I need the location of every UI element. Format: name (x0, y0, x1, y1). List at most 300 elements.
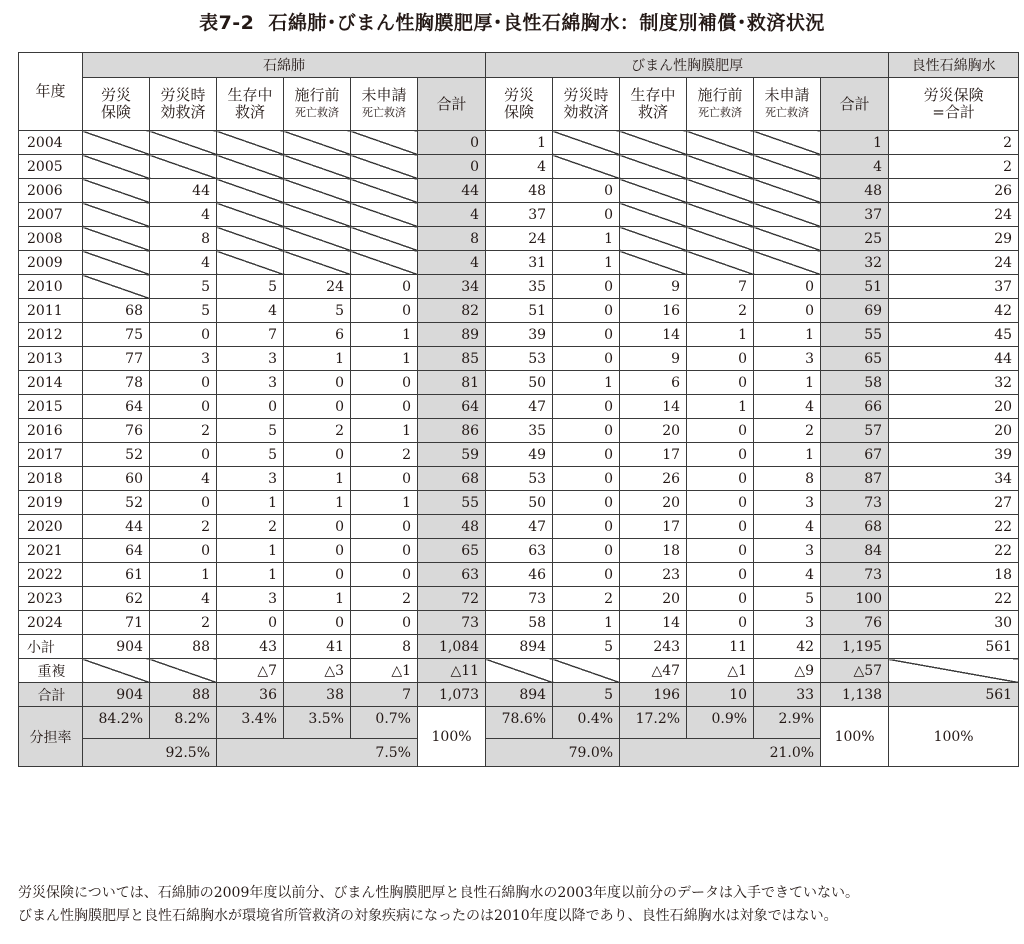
header-seizon (217, 78, 284, 131)
not-applicable-cell (217, 131, 284, 155)
table-cell: 0 (553, 275, 620, 299)
not-applicable-cell (486, 659, 553, 683)
header-rousai-2 (486, 78, 553, 131)
total-cell: 38 (284, 683, 351, 707)
table-cell: 84 (821, 539, 889, 563)
table-row (19, 515, 1019, 539)
table-cell: 5 (217, 419, 284, 443)
table-cell: 37 (821, 203, 889, 227)
not-applicable-cell (620, 155, 687, 179)
not-applicable-cell (620, 179, 687, 203)
table-cell: 1 (821, 131, 889, 155)
table-cell: 68 (83, 299, 150, 323)
subtotal-cell: 243 (620, 635, 687, 659)
table-cell: 1 (217, 491, 284, 515)
not-applicable-cell (150, 155, 217, 179)
row-label: 小計 (19, 635, 83, 659)
table-cell: 7 (687, 275, 754, 299)
table-cell: 3 (217, 371, 284, 395)
table-cell: 65 (418, 539, 486, 563)
total-cell: 10 (687, 683, 754, 707)
table-cell: 20 (889, 395, 1019, 419)
subtotal-cell: 904 (83, 635, 150, 659)
table-cell: 2 (889, 155, 1019, 179)
table-cell: 1 (687, 323, 754, 347)
table-row (19, 299, 1019, 323)
duplicate-cell: △7 (217, 659, 284, 683)
table-cell: 0 (150, 443, 217, 467)
share-group-asbestosis-relief: 7.5% (217, 739, 418, 767)
table-cell: 6 (620, 371, 687, 395)
table-cell: 73 (418, 611, 486, 635)
table-row (19, 227, 1019, 251)
table-cell: 64 (83, 395, 150, 419)
row-label: 2022 (19, 563, 83, 587)
table-cell: 20 (620, 491, 687, 515)
total-cell: 894 (486, 683, 553, 707)
table-cell: 5 (150, 299, 217, 323)
header-jikou-2 (553, 78, 620, 131)
table-cell: 7 (217, 323, 284, 347)
not-applicable-cell (284, 203, 351, 227)
table-row (19, 203, 1019, 227)
table-cell: 59 (418, 443, 486, 467)
table-cell: 73 (821, 491, 889, 515)
table-cell: 4 (754, 395, 821, 419)
not-applicable-cell (553, 131, 620, 155)
table-cell: 64 (418, 395, 486, 419)
table-cell: 0 (553, 323, 620, 347)
not-applicable-cell (620, 203, 687, 227)
header-mishinsei-line1: 未申請 (361, 86, 407, 104)
table-cell: 0 (418, 155, 486, 179)
header-seizon-line1: 生存中 (227, 86, 273, 104)
table-cell: 1 (754, 443, 821, 467)
header-effusion-line1: 労災保険 (923, 86, 984, 104)
table-cell: 0 (284, 539, 351, 563)
not-applicable-cell (284, 179, 351, 203)
share-cell-pleural: 78.6% (486, 707, 553, 739)
table-cell: 52 (83, 491, 150, 515)
table-cell: 0 (687, 611, 754, 635)
table-cell: 63 (486, 539, 553, 563)
table-cell: 81 (418, 371, 486, 395)
table-cell: 2 (351, 443, 418, 467)
table-cell: 14 (620, 395, 687, 419)
table-cell: 86 (418, 419, 486, 443)
table-cell: 1 (553, 611, 620, 635)
table-cell: 14 (620, 323, 687, 347)
table-cell: 50 (486, 491, 553, 515)
not-applicable-cell (620, 227, 687, 251)
table-cell: 2 (553, 587, 620, 611)
table-cell: 20 (889, 419, 1019, 443)
table-cell: 66 (821, 395, 889, 419)
table-cell: 1 (217, 539, 284, 563)
table-cell: 0 (284, 515, 351, 539)
table-cell: 4 (150, 251, 217, 275)
table-cell: 5 (284, 299, 351, 323)
table-cell: 63 (418, 563, 486, 587)
table-row (19, 251, 1019, 275)
total-cell: 88 (150, 683, 217, 707)
table-cell: 0 (687, 587, 754, 611)
table-cell: 1 (284, 467, 351, 491)
share-cell-asbestosis: 8.2% (150, 707, 217, 739)
subtotal-cell: 8 (351, 635, 418, 659)
table-cell: 1 (351, 347, 418, 371)
table-cell: 1 (351, 491, 418, 515)
table-cell: 9 (620, 347, 687, 371)
header-effusion-sub (889, 78, 1019, 131)
subtotal-cell: 1,084 (418, 635, 486, 659)
table-cell: 0 (351, 515, 418, 539)
table-cell: 35 (486, 419, 553, 443)
not-applicable-cell (889, 659, 1019, 683)
table-cell: 3 (217, 347, 284, 371)
table-cell: 73 (486, 587, 553, 611)
table-cell: 2 (150, 611, 217, 635)
row-label: 2006 (19, 179, 83, 203)
table-cell: 0 (150, 539, 217, 563)
row-label: 2010 (19, 275, 83, 299)
table-cell: 17 (620, 443, 687, 467)
table-cell: 0 (553, 467, 620, 491)
header-shikou-2 (687, 78, 754, 131)
table-cell: 51 (821, 275, 889, 299)
table-cell: 0 (553, 179, 620, 203)
row-label: 2009 (19, 251, 83, 275)
table-cell: 4 (418, 203, 486, 227)
table-cell: 18 (620, 539, 687, 563)
not-applicable-cell (620, 131, 687, 155)
table-cell: 4 (821, 155, 889, 179)
duplicate-cell: △9 (754, 659, 821, 683)
header-pleural-thickening: びまん性胸膜肥厚 (486, 53, 889, 78)
header-shikou-line1: 施行前 (294, 86, 340, 104)
row-label: 2005 (19, 155, 83, 179)
table-cell: 1 (754, 323, 821, 347)
table-cell: 23 (620, 563, 687, 587)
subtotal-cell: 894 (486, 635, 553, 659)
row-label: 2014 (19, 371, 83, 395)
footnote-1: 労災保険については、石綿肺の2009年度以前分、びまん性胸膜肥厚と良性石綿胸水の2003年度以前分のデータは入手できていない。 (18, 885, 859, 901)
table-cell: 0 (754, 275, 821, 299)
table-title-text: 石綿肺･びまん性胸膜肥厚･良性石綿胸水：制度別補償･救済状況 (268, 12, 825, 34)
header-seizon-2 (620, 78, 687, 131)
table-row (19, 491, 1019, 515)
not-applicable-cell (217, 179, 284, 203)
share-cell-asbestosis: 0.7% (351, 707, 418, 739)
table-cell: 1 (217, 563, 284, 587)
table-cell: 20 (620, 587, 687, 611)
table-cell: 3 (754, 491, 821, 515)
table-cell: 2 (217, 515, 284, 539)
duplicate-cell: △1 (687, 659, 754, 683)
share-total-asbestosis: 100% (418, 707, 486, 767)
header-rousai-2-line1: 労災 (504, 86, 535, 104)
header-jikou-line2: 効救済 (160, 103, 206, 121)
table-cell: 20 (620, 419, 687, 443)
table-cell: 68 (418, 467, 486, 491)
duplicate-cell: △57 (821, 659, 889, 683)
not-applicable-cell (284, 155, 351, 179)
row-label: 2019 (19, 491, 83, 515)
header-jikou-2-line2: 効救済 (563, 103, 609, 121)
table-cell: 9 (620, 275, 687, 299)
row-label: 2013 (19, 347, 83, 371)
table-cell: 48 (486, 179, 553, 203)
not-applicable-cell (284, 131, 351, 155)
total-cell: 196 (620, 683, 687, 707)
duplicate-cell: △11 (418, 659, 486, 683)
table-cell: 22 (889, 539, 1019, 563)
row-label: 2016 (19, 419, 83, 443)
header-total-asbestosis: 合計 (418, 78, 486, 131)
table-cell: 0 (687, 371, 754, 395)
duplicate-row (19, 659, 1019, 683)
not-applicable-cell (754, 251, 821, 275)
not-applicable-cell (217, 227, 284, 251)
table-cell: 0 (284, 371, 351, 395)
table-cell: 4 (217, 299, 284, 323)
share-group-pleural-relief: 21.0% (620, 739, 821, 767)
table-cell: 5 (150, 275, 217, 299)
table-cell: 0 (553, 515, 620, 539)
table-cell: 50 (486, 371, 553, 395)
table-cell: 3 (150, 347, 217, 371)
subtotal-cell: 5 (553, 635, 620, 659)
header-shikou-2-line2: 死亡救済 (698, 106, 743, 119)
table-row (19, 587, 1019, 611)
table-cell: 75 (83, 323, 150, 347)
share-cell-pleural: 0.9% (687, 707, 754, 739)
share-cell-asbestosis: 3.5% (284, 707, 351, 739)
share-cell-pleural: 0.4% (553, 707, 620, 739)
total-cell: 7 (351, 683, 418, 707)
footnote-2: びまん性胸膜肥厚と良性石綿胸水が環境省所管救済の対象疾病になったのは2010年度以降であり、良性石綿胸水は対象ではない。 (18, 908, 838, 924)
total-cell: 33 (754, 683, 821, 707)
table-cell: 5 (217, 275, 284, 299)
table-row (19, 155, 1019, 179)
table-cell: 0 (284, 395, 351, 419)
table-cell: 14 (620, 611, 687, 635)
table-cell: 24 (889, 203, 1019, 227)
share-cell-asbestosis: 3.4% (217, 707, 284, 739)
table-cell: 2 (687, 299, 754, 323)
row-label: 2020 (19, 515, 83, 539)
table-cell: 5 (217, 443, 284, 467)
header-mishinsei-2-line1: 未申請 (764, 86, 810, 104)
table-cell: 3 (754, 539, 821, 563)
table-cell: 3 (754, 347, 821, 371)
not-applicable-cell (754, 203, 821, 227)
table-cell: 44 (889, 347, 1019, 371)
table-cell: 8 (418, 227, 486, 251)
table-row (19, 347, 1019, 371)
table-cell: 77 (83, 347, 150, 371)
table-cell: 32 (889, 371, 1019, 395)
table-cell: 1 (284, 347, 351, 371)
duplicate-cell: △3 (284, 659, 351, 683)
table-cell: 25 (821, 227, 889, 251)
table-cell: 0 (284, 563, 351, 587)
table-cell: 1 (687, 395, 754, 419)
not-applicable-cell (83, 275, 150, 299)
not-applicable-cell (687, 227, 754, 251)
subtotal-cell: 561 (889, 635, 1019, 659)
table-cell: 3 (217, 587, 284, 611)
table-cell: 0 (687, 515, 754, 539)
header-mishinsei (351, 78, 418, 131)
not-applicable-cell (351, 203, 418, 227)
table-cell: 1 (351, 323, 418, 347)
table-cell: 4 (418, 251, 486, 275)
table-cell: 0 (687, 419, 754, 443)
table-cell: 0 (553, 203, 620, 227)
table-cell: 57 (821, 419, 889, 443)
not-applicable-cell (83, 179, 150, 203)
table-row (19, 323, 1019, 347)
header-total-pleural: 合計 (821, 78, 889, 131)
table-cell: 0 (351, 299, 418, 323)
table-cell: 0 (553, 539, 620, 563)
table-cell: 0 (351, 275, 418, 299)
table-row (19, 467, 1019, 491)
table-cell: 58 (486, 611, 553, 635)
not-applicable-cell (217, 251, 284, 275)
table-cell: 18 (889, 563, 1019, 587)
table-cell: 2 (150, 419, 217, 443)
header-benign-effusion: 良性石綿胸水 (889, 53, 1019, 78)
footnotes (18, 882, 859, 928)
not-applicable-cell (687, 251, 754, 275)
duplicate-cell: △47 (620, 659, 687, 683)
header-asbestosis: 石綿肺 (83, 53, 486, 78)
not-applicable-cell (351, 155, 418, 179)
table-cell: 49 (486, 443, 553, 467)
header-rousai-line1: 労災 (100, 86, 131, 104)
table-cell: 89 (418, 323, 486, 347)
table-cell: 0 (418, 131, 486, 155)
table-row (19, 275, 1019, 299)
table-cell: 16 (620, 299, 687, 323)
total-cell: 36 (217, 683, 284, 707)
table-cell: 47 (486, 395, 553, 419)
not-applicable-cell (217, 155, 284, 179)
table-cell: 87 (821, 467, 889, 491)
not-applicable-cell (687, 131, 754, 155)
header-rousai (83, 78, 150, 131)
table-cell: 0 (284, 443, 351, 467)
table-cell: 35 (486, 275, 553, 299)
header-row-groups (19, 53, 1019, 78)
table-cell: 0 (150, 371, 217, 395)
table-cell: 60 (83, 467, 150, 491)
table-cell: 3 (754, 611, 821, 635)
table-cell: 39 (889, 443, 1019, 467)
table-cell: 0 (553, 443, 620, 467)
table-cell: 32 (821, 251, 889, 275)
table-cell: 2 (351, 587, 418, 611)
total-cell: 1,073 (418, 683, 486, 707)
not-applicable-cell (284, 227, 351, 251)
table-cell: 1 (553, 251, 620, 275)
table-cell: 0 (351, 539, 418, 563)
table-cell: 1 (284, 491, 351, 515)
table-cell: 65 (821, 347, 889, 371)
total-cell: 1,138 (821, 683, 889, 707)
share-row-individual (19, 707, 1019, 739)
table-cell: 45 (889, 323, 1019, 347)
not-applicable-cell (150, 131, 217, 155)
table-cell: 0 (351, 611, 418, 635)
table-cell: 44 (83, 515, 150, 539)
table-cell: 4 (754, 515, 821, 539)
table-cell: 1 (351, 419, 418, 443)
table-cell: 24 (889, 251, 1019, 275)
table-cell: 0 (687, 491, 754, 515)
row-label: 2011 (19, 299, 83, 323)
subtotal-cell: 1,195 (821, 635, 889, 659)
total-cell: 5 (553, 683, 620, 707)
table-cell: 0 (553, 491, 620, 515)
header-seizon-2-line1: 生存中 (630, 86, 676, 104)
row-label: 2012 (19, 323, 83, 347)
table-cell: 0 (553, 395, 620, 419)
header-mishinsei-2 (754, 78, 821, 131)
table-cell: 2 (284, 419, 351, 443)
row-label: 2004 (19, 131, 83, 155)
table-cell: 0 (150, 323, 217, 347)
row-label: 2008 (19, 227, 83, 251)
table-cell: 42 (889, 299, 1019, 323)
not-applicable-cell (754, 179, 821, 203)
header-rousai-2-line2: 保険 (504, 103, 535, 121)
header-seizon-2-line2: 救済 (638, 103, 669, 121)
row-label: 2015 (19, 395, 83, 419)
row-label: 2024 (19, 611, 83, 635)
table-cell: 82 (418, 299, 486, 323)
not-applicable-cell (754, 155, 821, 179)
not-applicable-cell (553, 659, 620, 683)
table-cell: 78 (83, 371, 150, 395)
table-row (19, 419, 1019, 443)
not-applicable-cell (83, 227, 150, 251)
table-cell: 1 (284, 587, 351, 611)
table-cell: 1 (486, 131, 553, 155)
table-cell: 22 (889, 515, 1019, 539)
table-cell: 48 (821, 179, 889, 203)
table-cell: 51 (486, 299, 553, 323)
header-seizon-line2: 救済 (234, 103, 265, 121)
not-applicable-cell (620, 251, 687, 275)
not-applicable-cell (687, 179, 754, 203)
total-cell: 561 (889, 683, 1019, 707)
subtotal-cell: 42 (754, 635, 821, 659)
table-cell: 0 (351, 371, 418, 395)
table-cell: 1 (754, 371, 821, 395)
share-group-pleural-labor: 79.0% (486, 739, 620, 767)
table-cell: 0 (687, 539, 754, 563)
not-applicable-cell (83, 251, 150, 275)
header-shikou-line2: 死亡救済 (295, 106, 339, 119)
table-cell: 62 (83, 587, 150, 611)
table-cell: 0 (217, 611, 284, 635)
table-cell: 85 (418, 347, 486, 371)
header-mishinsei-2-line2: 死亡救済 (765, 106, 810, 119)
table-cell: 0 (217, 395, 284, 419)
